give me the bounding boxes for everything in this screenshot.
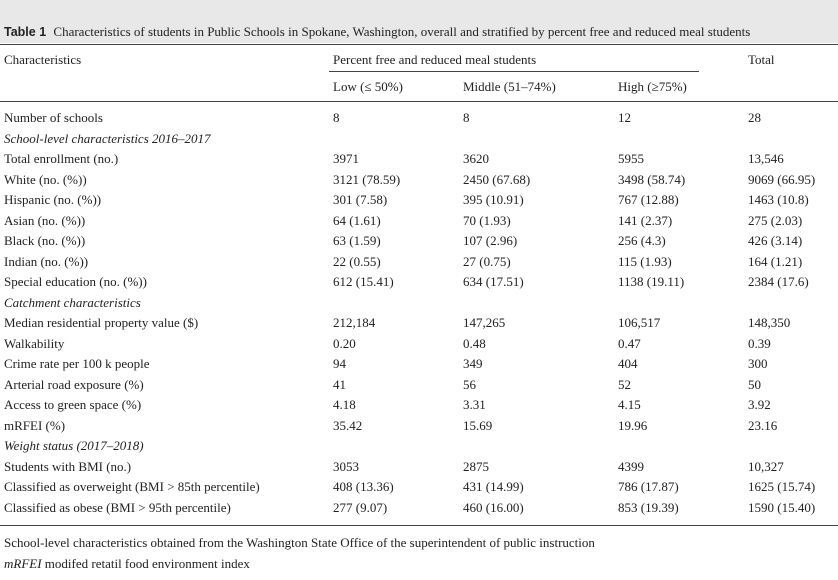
cell-high: 4399 [618, 459, 644, 474]
footnote-abbr-definition: modifed retatil food environment index [41, 556, 250, 571]
row-label: Indian (no. (%)) [4, 254, 89, 269]
header-characteristics: Characteristics [4, 52, 82, 67]
section-heading: Weight status (2017–2018) [4, 438, 144, 453]
cell-total: 13,546 [748, 151, 784, 166]
cell-high: 853 (19.39) [618, 500, 679, 515]
cell-high: 115 (1.93) [618, 254, 672, 269]
table-label: Table 1 [4, 25, 47, 39]
cell-middle: 2875 [463, 459, 489, 474]
cell-middle: 634 (17.51) [463, 274, 524, 289]
header-total: Total [748, 52, 775, 67]
cell-total: 148,350 [748, 315, 791, 330]
cell-low: 22 (0.55) [333, 254, 381, 269]
cell-high: 1138 (19.11) [618, 274, 685, 289]
cell-total: 1590 (15.40) [748, 500, 816, 515]
cell-low: 64 (1.61) [333, 213, 381, 228]
cell-high: 404 [618, 356, 638, 371]
table-caption [4, 24, 750, 40]
footnote-abbreviation [4, 556, 250, 572]
cell-middle: 107 (2.96) [463, 233, 518, 248]
cell-middle: 460 (16.00) [463, 500, 524, 515]
cell-high: 19.96 [618, 418, 648, 433]
cell-middle: 3.31 [463, 397, 486, 412]
cell-low: 8 [333, 110, 340, 125]
cell-middle: 27 (0.75) [463, 254, 511, 269]
cell-low: 612 (15.41) [333, 274, 394, 289]
cell-high: 141 (2.37) [618, 213, 673, 228]
cell-low: 408 (13.36) [333, 479, 394, 494]
cell-total: 23.16 [748, 418, 778, 433]
row-label: Classified as obese (BMI > 95th percentile) [4, 500, 231, 515]
cell-low: 301 (7.58) [333, 192, 388, 207]
cell-low: 212,184 [333, 315, 376, 330]
cell-total: 1463 (10.8) [748, 192, 809, 207]
header-middle: Middle (51–74%) [463, 79, 556, 94]
group-underline [329, 71, 699, 72]
cell-total: 3.92 [748, 397, 771, 412]
row-label: Median residential property value ($) [4, 315, 199, 330]
header-group: Percent free and reduced meal students [333, 52, 537, 67]
cell-high: 106,517 [618, 315, 661, 330]
footnote-source: School-level characteristics obtained from the Washington State Office of the superintendent of public instruction [4, 535, 595, 550]
cell-total: 0.39 [748, 336, 771, 351]
row-label: Total enrollment (no.) [4, 151, 119, 166]
row-label: Classified as overweight (BMI > 85th percentile) [4, 479, 260, 494]
cell-high: 256 (4.3) [618, 233, 666, 248]
row-label: Number of schools [4, 110, 103, 125]
row-label: Hispanic (no. (%)) [4, 192, 102, 207]
row-label: Crime rate per 100 k people [4, 356, 150, 371]
cell-middle: 8 [463, 110, 470, 125]
cell-middle: 56 [463, 377, 476, 392]
cell-low: 0.20 [333, 336, 356, 351]
row-label: Students with BMI (no.) [4, 459, 132, 474]
cell-high: 767 (12.88) [618, 192, 679, 207]
cell-total: 1625 (15.74) [748, 479, 816, 494]
row-label: Access to green space (%) [4, 397, 142, 412]
cell-total: 275 (2.03) [748, 213, 803, 228]
header-high: High (≥75%) [618, 79, 687, 94]
cell-total: 50 [748, 377, 761, 392]
top-rule [0, 44, 838, 45]
cell-high: 3498 (58.74) [618, 172, 686, 187]
cell-total: 426 (3.14) [748, 233, 803, 248]
section-heading: Catchment characteristics [4, 295, 141, 310]
cell-middle: 147,265 [463, 315, 506, 330]
cell-low: 3971 [333, 151, 359, 166]
cell-high: 52 [618, 377, 631, 392]
row-label: Special education (no. (%)) [4, 274, 147, 289]
cell-high: 5955 [618, 151, 644, 166]
row-label: Asian (no. (%)) [4, 213, 86, 228]
cell-low: 4.18 [333, 397, 356, 412]
header-low: Low (≤ 50%) [333, 79, 403, 94]
cell-high: 786 (17.87) [618, 479, 679, 494]
cell-middle: 0.48 [463, 336, 486, 351]
row-label: mRFEI (%) [4, 418, 66, 433]
cell-low: 3053 [333, 459, 359, 474]
cell-low: 41 [333, 377, 346, 392]
cell-low: 94 [333, 356, 346, 371]
cell-total: 164 (1.21) [748, 254, 803, 269]
cell-low: 277 (9.07) [333, 500, 388, 515]
cell-middle: 3620 [463, 151, 489, 166]
row-label: Black (no. (%)) [4, 233, 86, 248]
row-label: Walkability [4, 336, 65, 351]
cell-total: 300 [748, 356, 768, 371]
table-title: Characteristics of students in Public Schools in Spokane, Washington, overall and stratified by percent free and reduced meal students [53, 24, 751, 39]
cell-low: 35.42 [333, 418, 363, 433]
row-label: Arterial road exposure (%) [4, 377, 144, 392]
cell-high: 4.15 [618, 397, 641, 412]
cell-middle: 431 (14.99) [463, 479, 524, 494]
cell-low: 3121 (78.59) [333, 172, 401, 187]
cell-middle: 70 (1.93) [463, 213, 511, 228]
cell-middle: 349 [463, 356, 483, 371]
cell-total: 28 [748, 110, 761, 125]
row-label: White (no. (%)) [4, 172, 87, 187]
cell-high: 0.47 [618, 336, 641, 351]
cell-middle: 395 (10.91) [463, 192, 524, 207]
cell-middle: 2450 (67.68) [463, 172, 531, 187]
cell-total: 9069 (66.95) [748, 172, 816, 187]
cell-total: 2384 (17.6) [748, 274, 809, 289]
cell-middle: 15.69 [463, 418, 493, 433]
section-heading: School-level characteristics 2016–2017 [4, 131, 211, 146]
cell-high: 12 [618, 110, 631, 125]
header-rule [0, 101, 838, 102]
cell-low: 63 (1.59) [333, 233, 381, 248]
cell-total: 10,327 [748, 459, 784, 474]
bottom-rule [0, 525, 838, 526]
footnote-abbr-term: mRFEI [4, 556, 42, 571]
